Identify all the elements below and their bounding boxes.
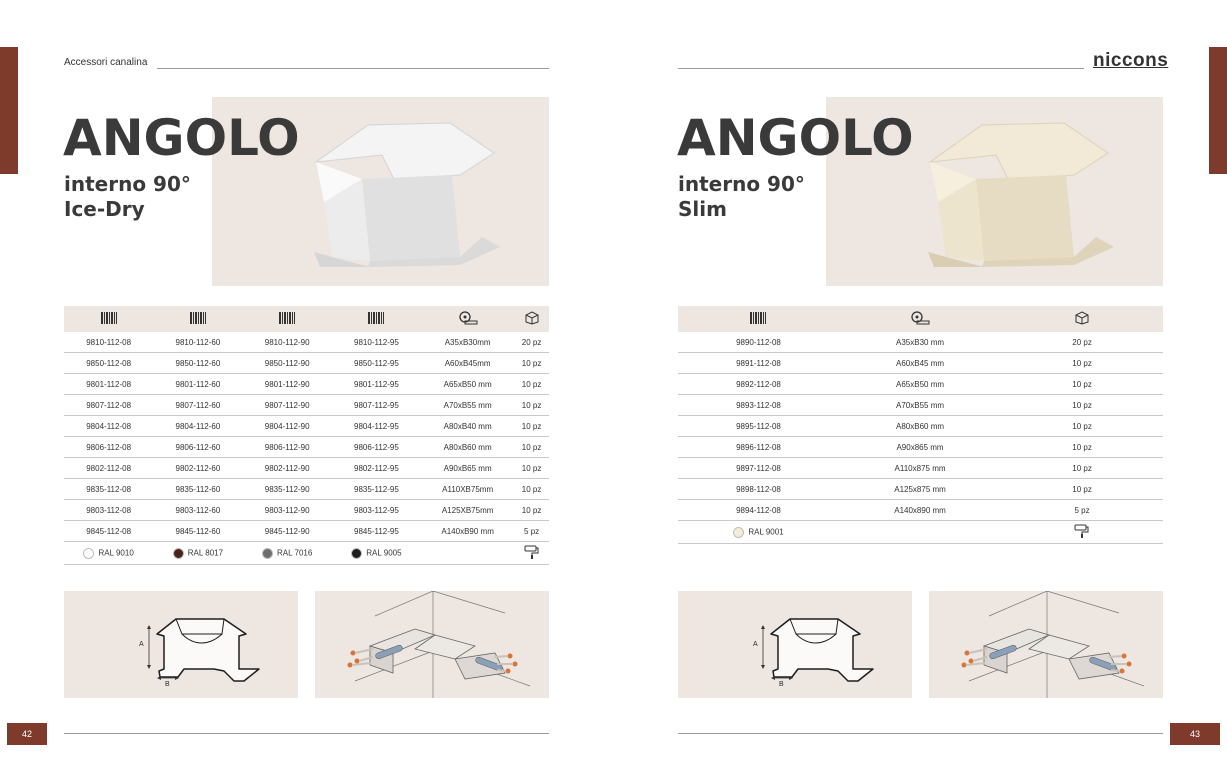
dimension-label-b: B [779,681,784,688]
table-cell: 9845-112-08 [64,521,153,542]
ral-label: RAL 7016 [277,548,313,558]
barcode-column-header [332,306,421,332]
table-cell: 10 pz [1001,353,1163,374]
subtitle-line-1: interno 90° [678,172,805,196]
table-cell: 20 pz [1001,332,1163,353]
table-cell: 10 pz [514,395,549,416]
table-row [64,521,549,542]
color-dot [733,527,744,538]
ral-label: RAL 9001 [748,527,784,537]
dimension-column-header [421,306,514,332]
table-cell: A65xB50 mm [839,374,1001,395]
section-label: Accessori canalina [64,57,148,68]
table-header [64,306,549,332]
table-cell: 10 pz [1001,479,1163,500]
table-row [64,374,549,395]
table-row [678,332,1163,353]
table-cell: 9802-112-95 [332,458,421,479]
table-cell: 9891-112-08 [678,353,839,374]
table-cell: 9898-112-08 [678,479,839,500]
footer-rule-left [64,733,549,734]
table-row [678,353,1163,374]
dimension-diagram-panel [678,591,912,698]
table-cell: 9892-112-08 [678,374,839,395]
dimension-label-b: B [165,681,170,688]
table-cell: 9835-112-90 [243,479,332,500]
table-cell: 9802-112-90 [243,458,332,479]
table-cell: 9835-112-95 [332,479,421,500]
table-cell: 9896-112-08 [678,437,839,458]
table-cell: 9810-112-60 [153,332,242,353]
tape-measure-icon [458,311,478,327]
table-cell: 9835-112-60 [153,479,242,500]
table-cell: A60xB45mm [421,353,514,374]
quantity-column-header [1001,306,1163,332]
table-row [678,500,1163,521]
ral-label: RAL 8017 [187,548,224,558]
table-cell: 9803-112-08 [64,500,153,521]
table-cell: 20 pz [514,332,549,353]
table-cell: 9890-112-08 [678,332,839,353]
page-subtitle-right [678,172,805,222]
table-cell: 10 pz [514,479,549,500]
table-cell: 9804-112-08 [64,416,153,437]
table-cell: A125x875 mm [839,479,1001,500]
table-cell: 9807-112-90 [243,395,332,416]
subtitle-line-2: Ice-Dry [64,197,145,221]
footer-rule-right [678,733,1163,734]
table-cell: 9803-112-95 [332,500,421,521]
page-number: 42 [7,723,47,745]
table-row [64,458,549,479]
table-cell: 9806-112-95 [332,437,421,458]
table-cell: 9850-112-95 [332,353,421,374]
ral-color-swatch [243,542,332,565]
barcode-column-header [243,306,332,332]
product-table-slim [678,306,1163,544]
page-title-right: ANGOLO [677,109,914,167]
table-cell: A80xB60 mm [421,437,514,458]
table-cell: 9807-112-60 [153,395,242,416]
table-cell: 5 pz [514,521,549,542]
table-cell: 10 pz [1001,395,1163,416]
table-cell: 9802-112-08 [64,458,153,479]
table-cell: A90xB65 mm [421,458,514,479]
color-legend-row [678,521,1163,544]
installation-illustration-panel [315,591,549,698]
table-cell: 10 pz [1001,458,1163,479]
table-cell: 10 pz [514,458,549,479]
table-cell: 9802-112-60 [153,458,242,479]
installation-illustration-panel [929,591,1163,698]
table-cell: A35xB30 mm [839,332,1001,353]
table-cell: A140xB90 mm [421,521,514,542]
table-cell: 9850-112-90 [243,353,332,374]
barcode-icon [101,312,117,326]
table-row [678,479,1163,500]
table-row [64,332,549,353]
table-cell: 9803-112-90 [243,500,332,521]
paint-roller-icon [524,544,540,562]
subtitle-line-1: interno 90° [64,172,191,196]
ral-label: RAL 9010 [98,548,134,558]
table-cell: A70xB55 mm [421,395,514,416]
ral-color-swatch [64,542,153,565]
table-header [678,306,1163,332]
barcode-icon [190,312,206,326]
table-cell: 9807-112-08 [64,395,153,416]
table-cell: 9810-112-08 [64,332,153,353]
table-row [678,374,1163,395]
table-row [64,479,549,500]
table-row [64,500,549,521]
table-row [64,437,549,458]
table-cell: 10 pz [514,374,549,395]
table-cell: 9803-112-60 [153,500,242,521]
table-cell: A60xB45 mm [839,353,1001,374]
color-legend-row [64,542,549,565]
table-cell: 9804-112-90 [243,416,332,437]
table-cell: 10 pz [1001,437,1163,458]
table-cell: 9804-112-60 [153,416,242,437]
table-cell: 9850-112-08 [64,353,153,374]
table-cell: 10 pz [1001,416,1163,437]
table-cell: 9807-112-95 [332,395,421,416]
dimension-label-a: A [139,641,144,648]
table-cell: 9801-112-90 [243,374,332,395]
table-cell: 9845-112-60 [153,521,242,542]
quantity-column-header [514,306,549,332]
tape-measure-icon [910,311,930,327]
barcode-column-header [678,306,839,332]
table-cell: A110XB75mm [421,479,514,500]
table-row [678,416,1163,437]
left-edge-tab [0,47,18,174]
table-cell: 10 pz [1001,374,1163,395]
table-cell: 9804-112-95 [332,416,421,437]
table-cell: A140x890 mm [839,500,1001,521]
table-cell: 9801-112-08 [64,374,153,395]
table-cell: 5 pz [1001,500,1163,521]
table-cell: A65xB50 mm [421,374,514,395]
dimension-label-a: A [753,641,758,648]
color-dot [83,548,94,559]
table-cell: 9897-112-08 [678,458,839,479]
page-subtitle [64,172,191,222]
package-box-icon [525,311,539,327]
color-dot [262,548,273,559]
table-cell: 10 pz [514,416,549,437]
right-edge-tab [1209,47,1227,174]
table-cell: 9806-112-60 [153,437,242,458]
empty-cell [421,542,514,565]
table-cell: 9893-112-08 [678,395,839,416]
dimension-column-header [839,306,1001,332]
table-row [678,395,1163,416]
table-cell: 9895-112-08 [678,416,839,437]
table-cell: A80xB60 mm [839,416,1001,437]
ral-color-swatch [332,542,421,565]
table-cell: 9835-112-08 [64,479,153,500]
table-row [678,437,1163,458]
barcode-icon [750,312,766,326]
barcode-icon [279,312,295,326]
table-cell: 9806-112-90 [243,437,332,458]
page-number-right: 43 [1170,723,1220,745]
table-cell: A125XB75mm [421,500,514,521]
page-title: ANGOLO [63,109,300,167]
barcode-column-header [153,306,242,332]
header-rule-right [678,68,1084,69]
table-cell: 9801-112-60 [153,374,242,395]
table-cell: 10 pz [514,437,549,458]
table-cell: 9810-112-90 [243,332,332,353]
empty-cell [839,521,1001,544]
table-cell: A90x865 mm [839,437,1001,458]
table-cell: 10 pz [514,500,549,521]
table-cell: 9894-112-08 [678,500,839,521]
table-cell: A80xB40 mm [421,416,514,437]
ral-color-swatch [678,521,839,544]
brand-logo: niccons [1093,50,1169,71]
barcode-column-header [64,306,153,332]
color-dot [351,548,362,559]
table-row [64,416,549,437]
ral-label: RAL 9005 [366,548,402,558]
table-cell: A35xB30mm [421,332,514,353]
paint-cell [514,542,549,565]
header-rule-left [157,68,549,69]
table-cell: 9806-112-08 [64,437,153,458]
package-box-icon [1075,311,1089,327]
table-cell: 9810-112-95 [332,332,421,353]
table-cell: A110x875 mm [839,458,1001,479]
paint-roller-icon [1074,523,1090,541]
table-row [678,458,1163,479]
barcode-icon [368,312,384,326]
table-cell: 9850-112-60 [153,353,242,374]
table-row [64,395,549,416]
product-table-ice-dry [64,306,549,565]
table-cell: 9801-112-95 [332,374,421,395]
table-cell: 9845-112-95 [332,521,421,542]
table-cell: A70xB55 mm [839,395,1001,416]
dimension-diagram-panel [64,591,298,698]
table-row [64,353,549,374]
ral-color-swatch [153,542,242,565]
table-cell: 10 pz [514,353,549,374]
paint-cell [1001,521,1163,544]
table-cell: 9845-112-90 [243,521,332,542]
color-dot [173,548,184,559]
subtitle-line-2: Slim [678,197,727,221]
